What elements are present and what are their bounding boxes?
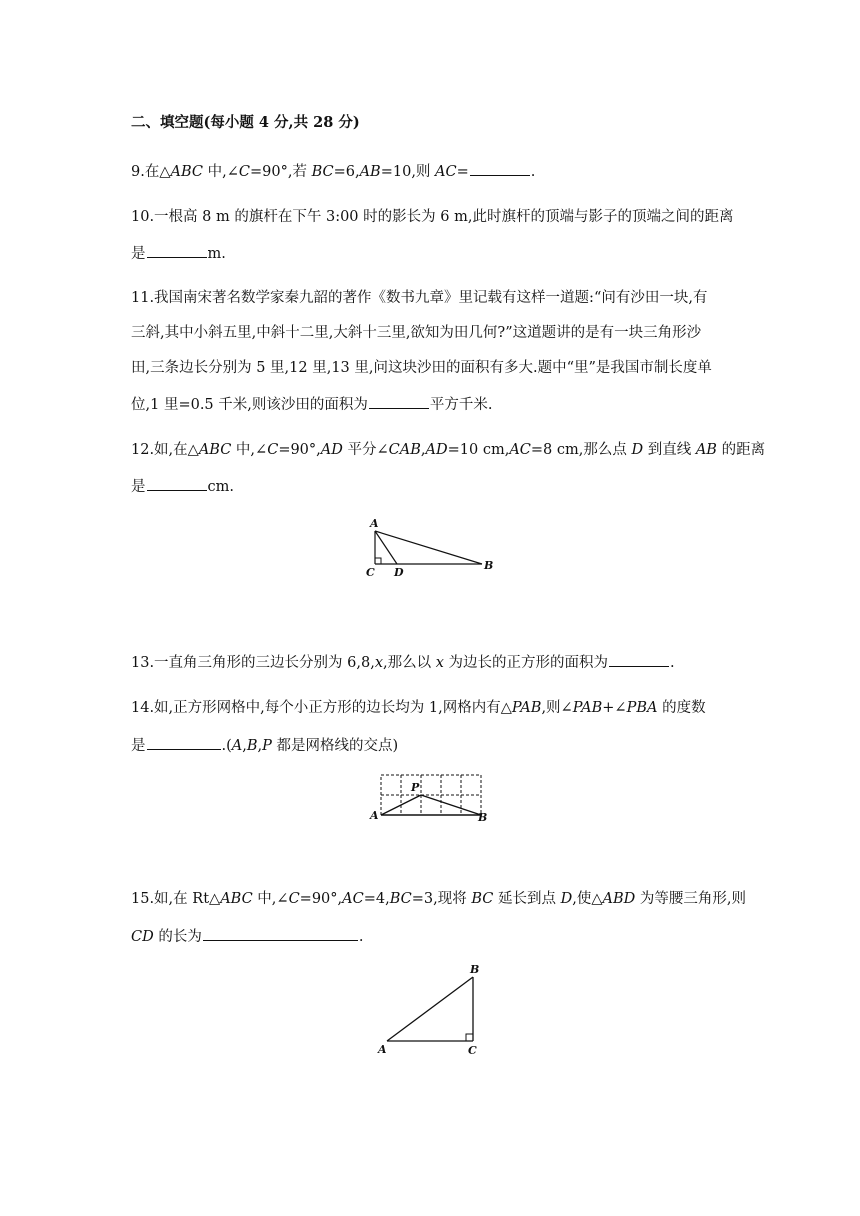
figure-q15-right-triangle xyxy=(370,960,500,1060)
answer-blank-15[interactable] xyxy=(203,925,358,941)
label-c: C xyxy=(366,566,375,579)
question-14-line-1: 14.如,正方形网格中,每个小正方形的边长均为 1,网格内有△PAB,则∠PAB+∠PBA 的度数 xyxy=(131,700,706,716)
question-11-line-1: 11.我国南宋著名数学家秦九韶的著作《数书九章》里记载有这样一道题:“问有沙田一块,有 xyxy=(131,290,708,306)
question-11-line-2: 三斜,其中小斜五里,中斜十二里,大斜十三里,欲知为田几何?”这道题讲的是有一块三角形沙 xyxy=(131,325,702,341)
question-10-line-2: 是 m. xyxy=(131,242,731,264)
figure-q14-grid xyxy=(365,770,495,825)
question-10-line-1: 10.一根高 8 m 的旗杆在下午 3:00 时的影长为 6 m,此时旗杆的顶端与影子的顶端之间的距离 xyxy=(131,209,734,225)
label-a: A xyxy=(370,517,379,530)
answer-blank-11[interactable] xyxy=(369,393,429,409)
answer-blank-9[interactable] xyxy=(470,160,530,176)
answer-blank-14[interactable] xyxy=(147,734,221,750)
question-12-line-1: 12.如,在△ABC 中,∠C=90°,AD 平分∠CAB,AD=10 cm,AC=8 cm,那么点 D 到直线 AB 的距离 xyxy=(131,442,766,458)
section-heading: 二、填空题(每小题 4 分,共 28 分) xyxy=(131,114,360,131)
question-11-line-4: 位,1 里=0.5 千米,则该沙田的面积为 平方千米. xyxy=(131,393,731,415)
label-d: D xyxy=(394,566,404,579)
label-p: P xyxy=(411,781,420,794)
question-15-line-2: CD 的长为 . xyxy=(131,925,731,947)
label-b: B xyxy=(478,811,488,824)
question-13: 13.一直角三角形的三边长分别为 6,8,x,那么以 x 为边长的正方形的面积为 . xyxy=(131,651,731,673)
label-a: A xyxy=(370,809,379,822)
question-14-line-2: 是 .(A,B,P 都是网格线的交点) xyxy=(131,734,731,756)
question-11-line-3: 田,三条边长分别为 5 里,12 里,13 里,问这块沙田的面积有多大.题中“里”是我国市制长度单 xyxy=(131,360,712,376)
figure-q12-triangle xyxy=(360,515,500,580)
question-9: 9.在△ABC 中,∠C=90°,若 BC=6,AB=10,则 AC= . xyxy=(131,160,731,182)
question-12-line-2: 是 cm. xyxy=(131,475,731,497)
answer-blank-13[interactable] xyxy=(609,651,669,667)
label-b: B xyxy=(484,559,494,572)
label-c: C xyxy=(468,1044,477,1057)
label-a: A xyxy=(378,1043,387,1056)
label-b: B xyxy=(470,963,480,976)
answer-blank-10[interactable] xyxy=(147,242,207,258)
answer-blank-12[interactable] xyxy=(147,475,207,491)
question-15-line-1: 15.如,在 Rt△ABC 中,∠C=90°,AC=4,BC=3,现将 BC 延长到点 D,使△ABD 为等腰三角形,则 xyxy=(131,891,746,907)
